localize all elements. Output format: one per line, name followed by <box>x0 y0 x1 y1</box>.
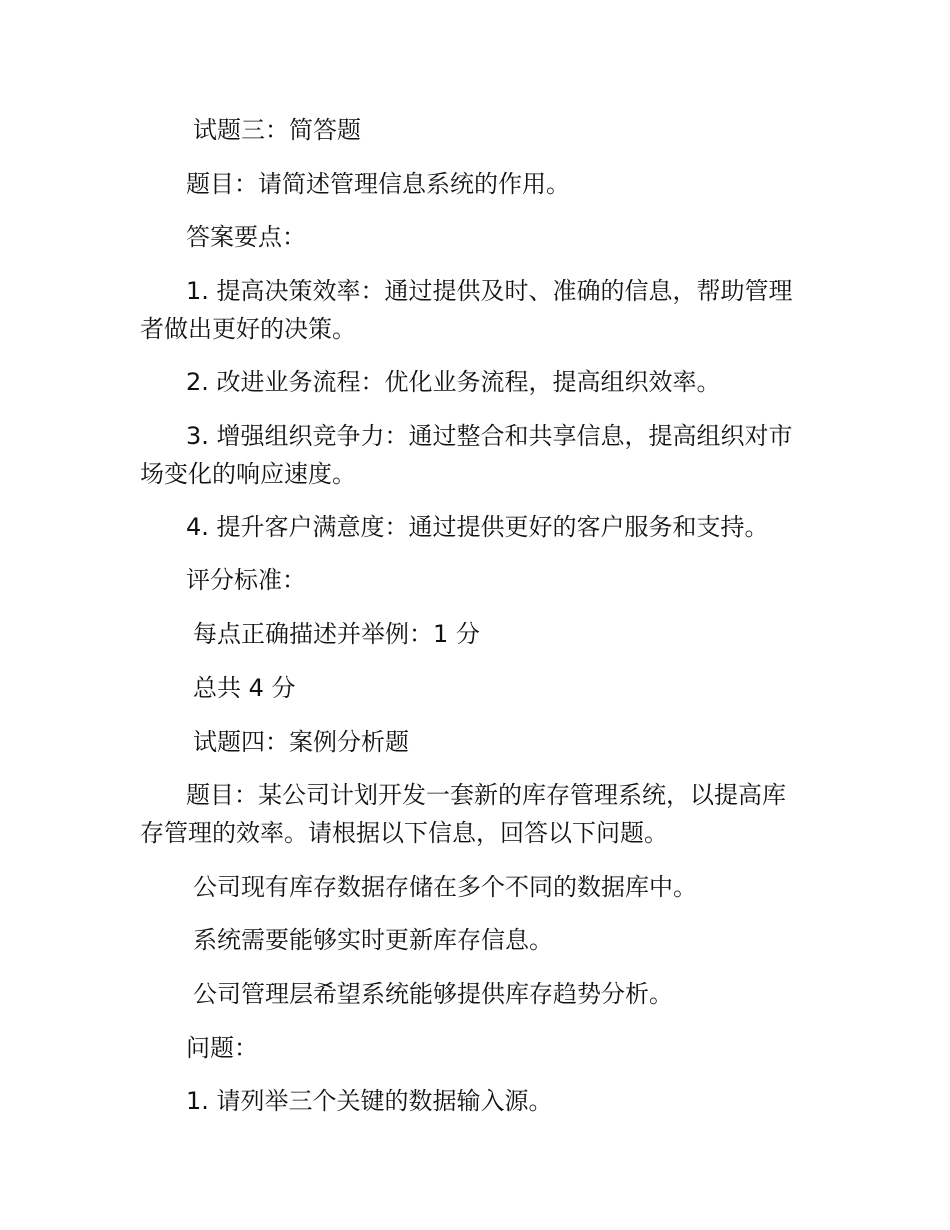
q3-point1-line2: 者做出更好的决策。 <box>140 315 356 343</box>
q4-title: 试题四：案例分析题 <box>193 728 409 756</box>
q4-question-line2: 存管理的效率。请根据以下信息，回答以下问题。 <box>140 819 668 847</box>
q4-question-line1: 题目：某公司计划开发一套新的库存管理系统，以提高库 <box>186 781 786 809</box>
q3-scoring-heading: 评分标准： <box>186 566 306 594</box>
q3-scoring-total: 总共 4 分 <box>193 674 296 702</box>
q3-title: 试题三：简答题 <box>193 116 361 144</box>
q3-point1-line1: 1. 提高决策效率：通过提供及时、准确的信息，帮助管理 <box>186 277 793 305</box>
q3-question: 题目：请简述管理信息系统的作用。 <box>186 170 570 198</box>
q3-answer-heading: 答案要点： <box>186 223 306 251</box>
q3-point2: 2. 改进业务流程：优化业务流程，提高组织效率。 <box>186 368 721 396</box>
q3-point3-line2: 场变化的响应速度。 <box>140 460 356 488</box>
q4-questions-heading: 问题： <box>186 1034 258 1062</box>
q4-info-item: 系统需要能够实时更新库存信息。 <box>193 926 553 954</box>
q3-point4: 4. 提升客户满意度：通过提供更好的客户服务和支持。 <box>186 513 769 541</box>
q4-question1: 1. 请列举三个关键的数据输入源。 <box>186 1087 553 1115</box>
q3-scoring-item: 每点正确描述并举例：1 分 <box>193 620 480 648</box>
q3-point3-line1: 3. 增强组织竞争力：通过整合和共享信息，提高组织对市 <box>186 422 793 450</box>
q4-info-item: 公司现有库存数据存储在多个不同的数据库中。 <box>193 873 697 901</box>
q4-info-item: 公司管理层希望系统能够提供库存趋势分析。 <box>193 980 673 1008</box>
